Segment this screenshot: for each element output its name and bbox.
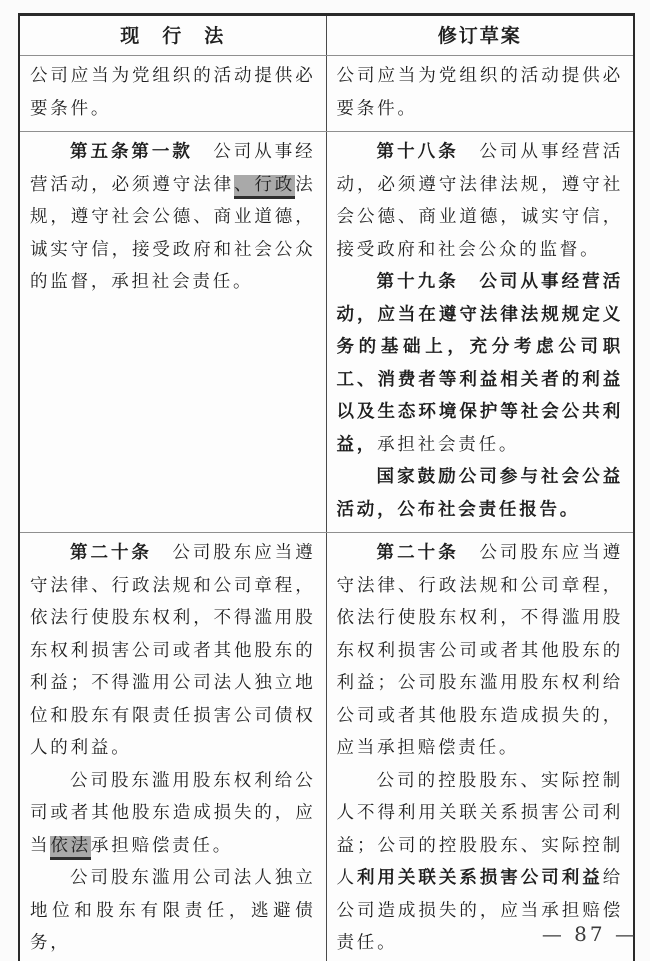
text-segment: 公司股东滥用公司法人独立地位和股东有限责任，逃避债务， [30, 868, 316, 953]
text-segment: 承担社会责任。 [377, 434, 520, 455]
paragraph [337, 136, 624, 266]
table-row [20, 55, 633, 131]
bold-text-segment: 第二十条 [70, 543, 152, 563]
text-segment: 公司股东应当遵守法律、行政法规和公司章程，依法行使股东权利，不得滥用股东权利损害公司或者其他股东的利益；不得滥用公司法人独立地位和股东有限责任损害公司债权人的利益。 [30, 543, 316, 758]
table-row [20, 532, 633, 961]
cell-revised-draft [327, 533, 634, 961]
cell-current-law [20, 533, 327, 961]
highlighted-text-segment: 依法 [50, 836, 91, 860]
table-header-row [20, 16, 633, 55]
paragraph [337, 537, 624, 765]
text-segment: 公司应当为党组织的活动提供必要条件。 [30, 66, 316, 119]
paragraph [337, 266, 624, 461]
text-segment: 给公司造成损失的，应当承担赔偿责任。 [336, 868, 623, 953]
table-row [20, 131, 633, 532]
bold-text-segment: 第二十条 [376, 543, 459, 563]
law-comparison-table [18, 13, 635, 961]
paragraph [30, 862, 316, 960]
text-segment: 公司的控股股东、实际控制人不得利用关联关系损害公司利益；公司的控股股东、实际控制人 [336, 770, 623, 888]
cell-revised-draft [327, 56, 634, 131]
text-segment: 公司从事经营活动，必须遵守法律法规，遵守社会公德、商业道德，诚实守信，接受政府和社会公众的监督。 [336, 142, 624, 260]
paragraph [337, 461, 624, 526]
cell-current-law [20, 132, 327, 532]
text-segment: 公司应当为党组织的活动提供必要条件。 [336, 66, 623, 119]
paragraph [30, 60, 316, 125]
cell-revised-draft [327, 132, 634, 532]
cell-current-law [20, 56, 327, 131]
text-segment: 法规，遵守社会公德、商业道德，诚实守信，接受政府和社会公众的监督，承担社会责任。 [30, 174, 316, 292]
bold-text-segment: 第五条第一款 [70, 142, 193, 162]
bold-text-segment: 利用关联关系损害公司利益 [356, 868, 603, 888]
paragraph [30, 765, 316, 863]
bold-text-segment: 第十八条 [376, 142, 459, 162]
column-header-current-law: 现 行 法 [20, 16, 327, 55]
paragraph [337, 60, 624, 125]
text-segment: 公司股东滥用股东权利给公司或者其他股东造成损失的，应当 [30, 770, 316, 856]
text-segment: 公司股东应当遵守法律、行政法规和公司章程，依法行使股东权利，不得滥用股东权利损害公司或者其他股东的利益；公司股东滥用股东权利给公司或者其他股东造成损失的，应当承担赔偿责任。 [336, 543, 624, 758]
bold-text-segment: 公司从事经营活动，应当在遵守法律法规规定义务的基础上，充分考虑公司职工、消费者等利益相关者的利益以及生态环境保护等社会公共利益， [336, 272, 624, 455]
text-segment: 公司从事经营活动，必须遵守法律 [30, 142, 316, 195]
page-number: — 87 — [541, 922, 638, 946]
bold-text-segment: 第十九条 [376, 272, 459, 292]
column-header-revised-draft: 修订草案 [437, 25, 522, 47]
bold-text-segment: 国家鼓励公司参与社会公益活动，公布社会责任报告。 [336, 467, 623, 520]
text-segment: 承担赔偿责任。 [90, 835, 234, 856]
paragraph [30, 136, 316, 299]
table-body [20, 55, 633, 961]
paragraph [30, 537, 316, 765]
highlighted-text-segment: 、行政 [234, 175, 295, 199]
